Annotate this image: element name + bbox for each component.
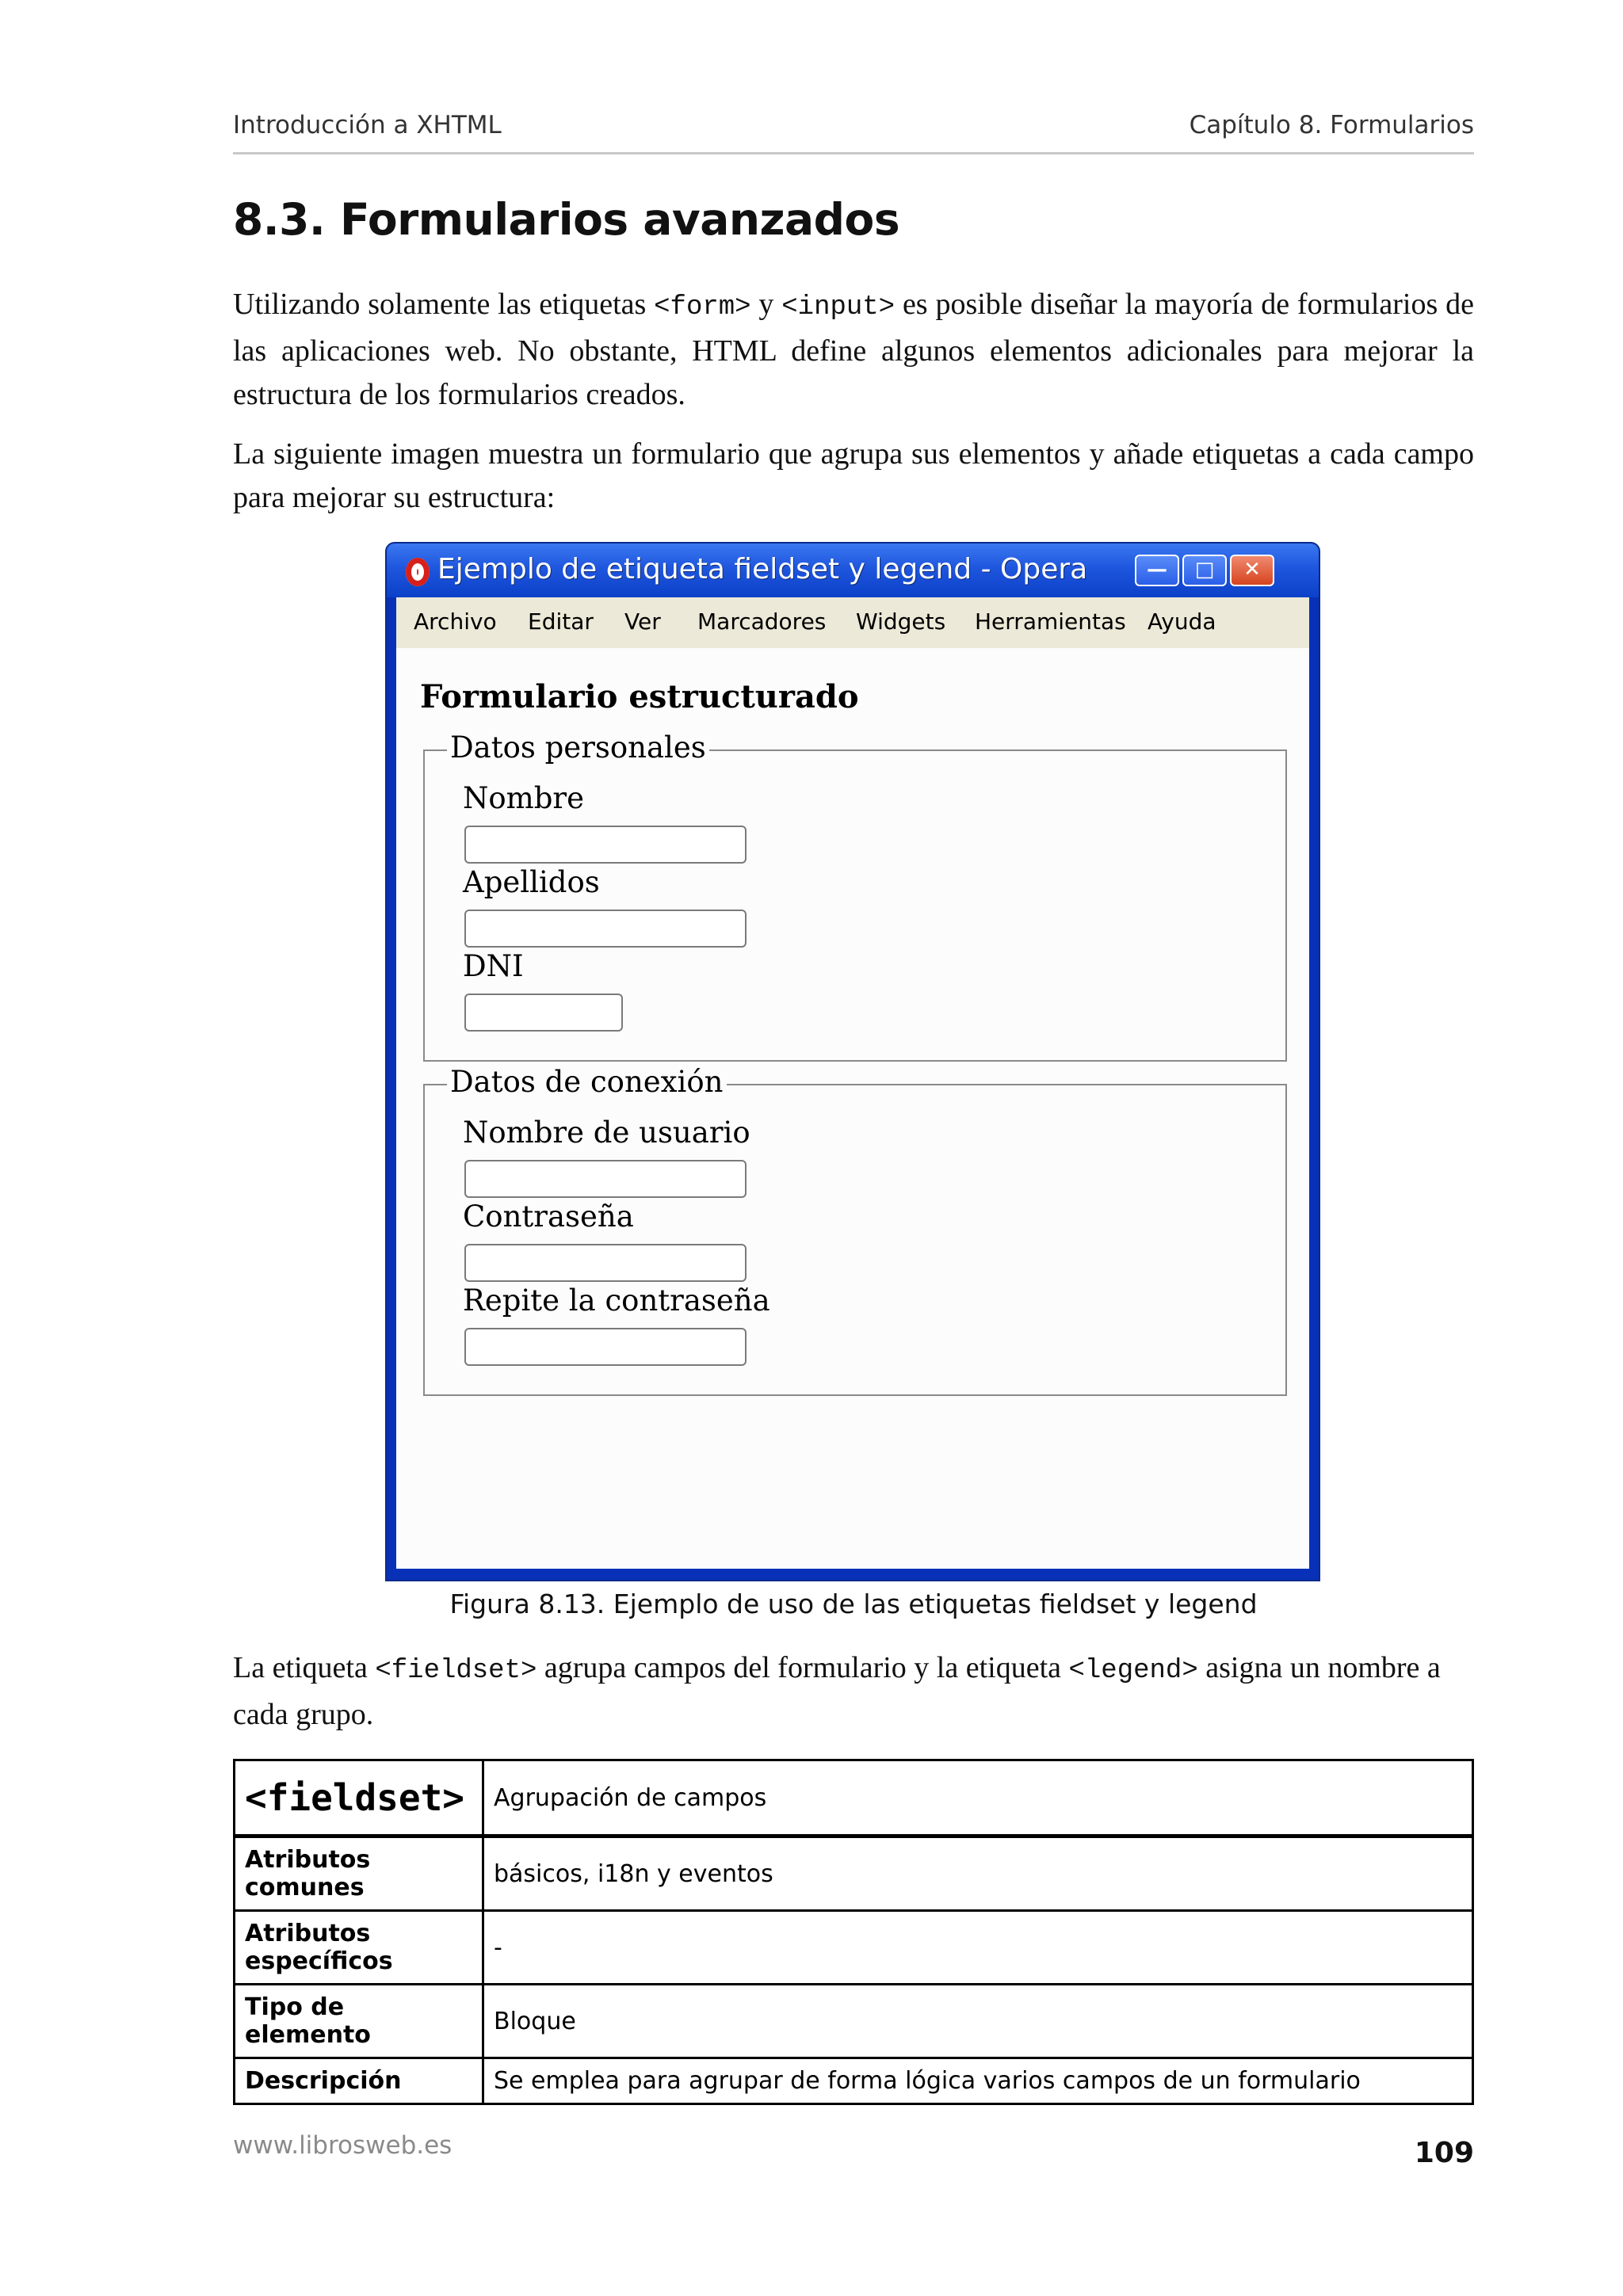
label-dni: DNI xyxy=(463,949,524,983)
paragraph-intro: Utilizando solamente las etiquetas <form> y <input> es posible diseñar la mayoría de formularios de las aplicaciones web. No obstante, HTML define algunos elementos adicionales para mejorar la estructura de los formularios creados. xyxy=(233,288,1474,411)
code-legend: <legend> xyxy=(1068,1656,1198,1686)
window-titlebar xyxy=(387,543,1319,597)
legend-personal: Datos personales xyxy=(447,730,709,765)
row-value: Bloque xyxy=(483,1985,1473,2058)
row-key: Descripción xyxy=(235,2058,483,2104)
menu-herramientas[interactable]: Herramientas xyxy=(975,608,1126,635)
section-title: 8.3. Formularios avanzados xyxy=(233,194,900,245)
menu-marcadores[interactable]: Marcadores xyxy=(697,608,827,635)
input-repite-contrasena[interactable] xyxy=(464,1328,747,1366)
page-number: 109 xyxy=(1414,2137,1474,2169)
tag-description: Agrupación de campos xyxy=(483,1760,1473,1836)
label-apellidos: Apellidos xyxy=(463,865,600,899)
opera-logo-icon xyxy=(406,558,430,586)
table-row xyxy=(235,1760,1473,1836)
minimize-button[interactable]: — xyxy=(1135,555,1179,586)
row-key: Atributos específicos xyxy=(235,1911,483,1985)
code-fieldset: <fieldset> xyxy=(375,1656,537,1686)
label-usuario: Nombre de usuario xyxy=(463,1116,750,1150)
row-value: - xyxy=(483,1911,1473,1985)
figure-caption: Figura 8.13. Ejemplo de uso de las etiquetas fieldset y legend xyxy=(449,1589,1258,1619)
browser-content xyxy=(396,648,1309,1569)
header-book-title: Introducción a XHTML xyxy=(233,111,502,139)
label-contrasena: Contraseña xyxy=(463,1199,634,1234)
menu-ayuda[interactable]: Ayuda xyxy=(1148,608,1216,635)
code-form: <form> xyxy=(654,292,751,322)
maximize-button[interactable]: □ xyxy=(1182,555,1227,586)
tag-cell: <fieldset> xyxy=(235,1760,483,1836)
window-title: Ejemplo de etiqueta fieldset y legend - Opera xyxy=(437,553,1088,585)
header-chapter: Capítulo 8. Formularios xyxy=(1189,111,1474,139)
input-usuario[interactable] xyxy=(464,1160,747,1198)
paragraph-fieldset: La etiqueta <fieldset> agrupa campos del formulario y la etiqueta <legend> asigna un nombre a cada grupo. xyxy=(233,1651,1441,1731)
label-nombre: Nombre xyxy=(463,781,585,815)
menu-editar[interactable]: Editar xyxy=(528,608,594,635)
input-dni[interactable] xyxy=(464,994,623,1032)
row-key: Tipo de elemento xyxy=(235,1985,483,2058)
browser-window-figure xyxy=(385,542,1320,1581)
close-button[interactable]: ✕ xyxy=(1230,555,1274,586)
form-title: Formulario estructurado xyxy=(420,678,859,715)
table-row xyxy=(235,2058,1473,2104)
fieldset-reference-table xyxy=(233,1759,1474,2105)
input-apellidos[interactable] xyxy=(464,910,747,948)
menu-widgets[interactable]: Widgets xyxy=(856,608,946,635)
row-value: Se emplea para agrupar de forma lógica varios campos de un formulario xyxy=(483,2058,1473,2104)
input-contrasena[interactable] xyxy=(464,1244,747,1282)
row-key: Atributos comunes xyxy=(235,1836,483,1911)
input-nombre[interactable] xyxy=(464,826,747,864)
row-value: básicos, i18n y eventos xyxy=(483,1836,1473,1911)
menu-archivo[interactable]: Archivo xyxy=(414,608,497,635)
fieldset-conexion xyxy=(423,1065,1287,1396)
page-header xyxy=(233,111,1474,154)
menu-ver[interactable]: Ver xyxy=(624,608,661,635)
menu-bar xyxy=(396,597,1309,648)
legend-conexion: Datos de conexión xyxy=(447,1065,727,1099)
label-repite-contrasena: Repite la contraseña xyxy=(463,1283,770,1318)
table-row xyxy=(235,1836,1473,1911)
footer-url: www.librosweb.es xyxy=(233,2131,453,2160)
table-row xyxy=(235,1911,1473,1985)
table-row xyxy=(235,1985,1473,2058)
fieldset-personal xyxy=(423,730,1287,1062)
code-input: <input> xyxy=(781,292,896,322)
paragraph-image-intro: La siguiente imagen muestra un formulario que agrupa sus elementos y añade etiquetas a cada campo para mejorar su estructura: xyxy=(233,437,1474,514)
